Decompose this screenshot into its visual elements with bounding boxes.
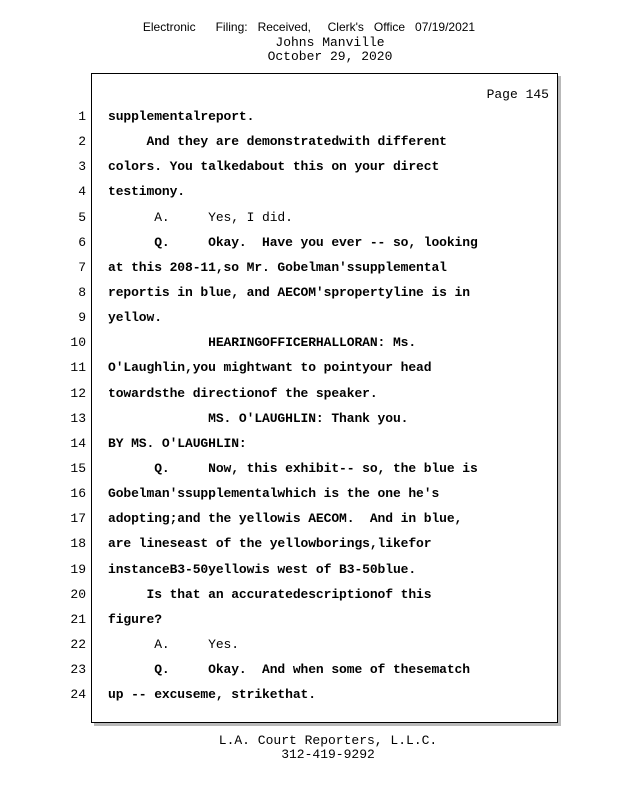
transcript-line: A. Yes. bbox=[108, 636, 239, 652]
line-number: 9 bbox=[78, 310, 86, 326]
line-number: 1 bbox=[78, 109, 86, 124]
transcript-line: MS. O'LAUGHLIN: Thank you. bbox=[108, 410, 409, 426]
header-witness-name: Johns Manville bbox=[275, 35, 385, 50]
transcript-line: A. Yes, I did. bbox=[108, 209, 293, 225]
line-number: 16 bbox=[70, 486, 86, 502]
line-number: 18 bbox=[70, 536, 86, 552]
line-number-column bbox=[66, 107, 86, 710]
transcript-line: yellow. bbox=[108, 310, 162, 326]
line-number: 20 bbox=[70, 586, 86, 602]
line-number: 14 bbox=[70, 435, 86, 451]
transcript-line: adopting;and the yellowis AECOM. And in blue, bbox=[108, 511, 463, 527]
line-number: 24 bbox=[70, 687, 86, 703]
line-number: 11 bbox=[70, 360, 86, 376]
line-number: 2 bbox=[78, 134, 86, 150]
line-number: 15 bbox=[70, 460, 86, 476]
line-number: 7 bbox=[78, 259, 86, 275]
transcript-line: Q. Now, this exhibit-- so, the blue is bbox=[108, 460, 478, 476]
line-number: 17 bbox=[70, 511, 86, 527]
line-number: 4 bbox=[78, 184, 86, 200]
transcript-line: colors. You talkedabout this on your direct bbox=[108, 159, 440, 175]
line-number: 22 bbox=[70, 636, 86, 652]
line-number: 21 bbox=[70, 611, 86, 627]
transcript-line: figure? bbox=[108, 611, 162, 627]
transcript-text-column bbox=[108, 107, 548, 710]
transcript-line: are lineseast of the yellowborings,likefor bbox=[108, 536, 432, 552]
transcript-line: Q. Okay. And when some of thesematch bbox=[108, 662, 470, 678]
electronic-filing-stamp: Electronic Filing: Received, Clerk's Office 07/19/2021 bbox=[142, 20, 476, 34]
line-number: 5 bbox=[78, 209, 86, 225]
line-number: 13 bbox=[70, 410, 86, 426]
transcript-line: up -- excuseme, strikethat. bbox=[108, 687, 316, 703]
transcript-line: Q. Okay. Have you ever -- so, looking bbox=[108, 234, 478, 250]
line-number: 10 bbox=[70, 335, 86, 351]
transcript-line: testimony. bbox=[108, 184, 186, 200]
line-number: 23 bbox=[70, 662, 86, 678]
transcript-line: instanceB3-50yellowis west of B3-50blue. bbox=[108, 561, 417, 577]
transcript-line: reportis in blue, and AECOM'spropertyline is in bbox=[108, 284, 470, 300]
header-date: October 29, 2020 bbox=[267, 49, 393, 64]
transcript-line: Gobelman'ssupplementalwhich is the one he's bbox=[108, 486, 440, 502]
line-number: 19 bbox=[70, 561, 86, 577]
line-number: 8 bbox=[78, 284, 86, 300]
transcript-line: HEARINGOFFICERHALLORAN: Ms. bbox=[108, 335, 417, 351]
line-number: 3 bbox=[78, 159, 86, 175]
transcript-line: And they are demonstratedwith different bbox=[108, 134, 447, 150]
page-number-label: Page 145 bbox=[486, 87, 549, 102]
footer-phone: 312-419-9292 bbox=[281, 747, 375, 762]
line-number: 6 bbox=[78, 234, 86, 250]
transcript-line: at this 208-11,so Mr. Gobelman'ssupplemental bbox=[108, 259, 447, 275]
footer-company: L.A. Court Reporters, L.L.C. bbox=[218, 733, 438, 748]
line-number: 12 bbox=[70, 385, 86, 401]
transcript-line: towardsthe directionof the speaker. bbox=[108, 385, 378, 401]
transcript-line: supplementalreport. bbox=[108, 109, 255, 124]
transcript-line: Is that an accuratedescriptionof this bbox=[108, 586, 432, 602]
transcript-line: BY MS. O'LAUGHLIN: bbox=[108, 435, 247, 451]
transcript-line: O'Laughlin,you mightwant to pointyour head bbox=[108, 360, 432, 376]
